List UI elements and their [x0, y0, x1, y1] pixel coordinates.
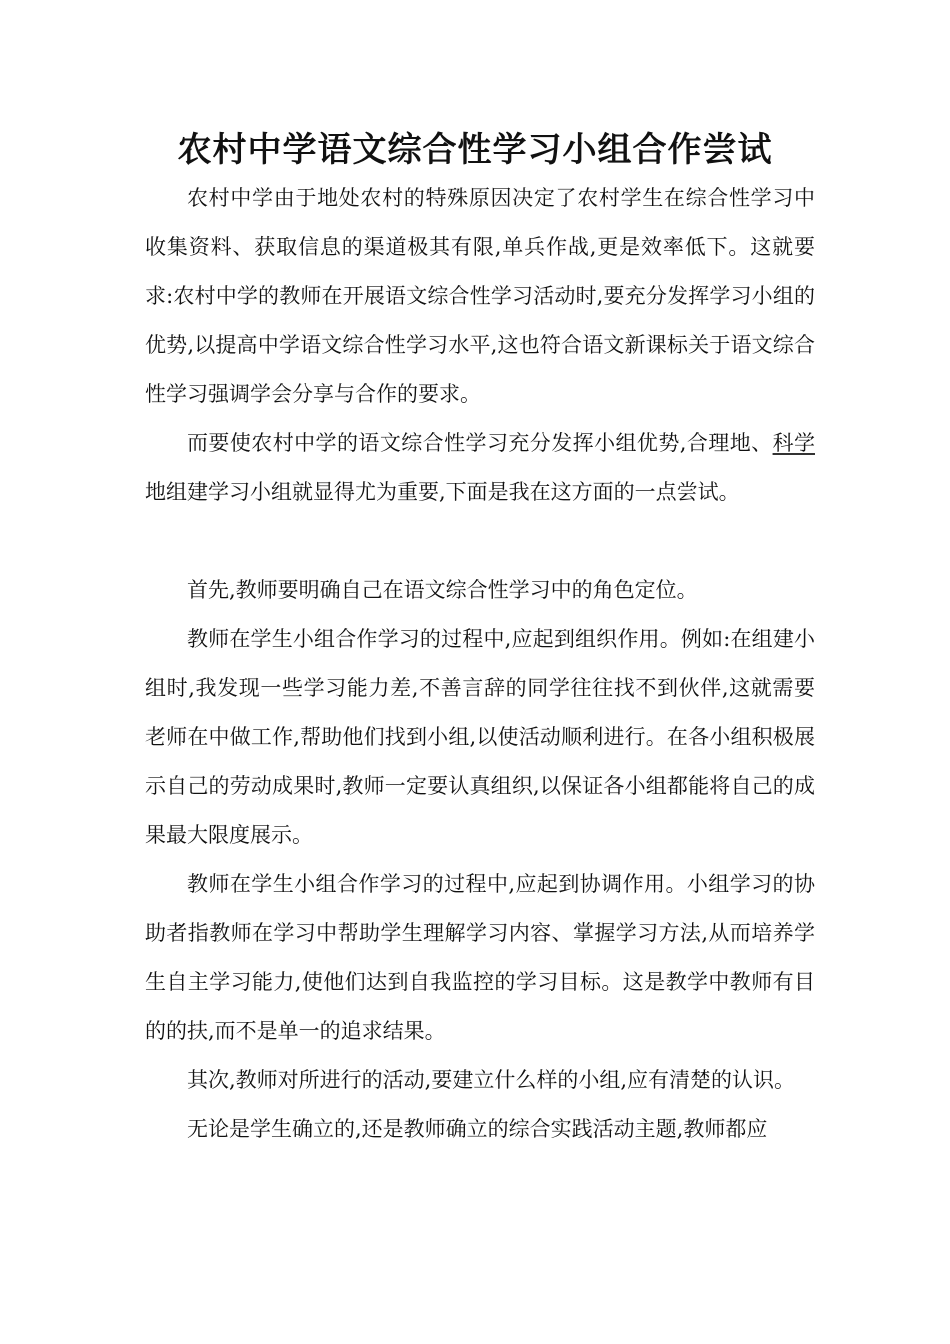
paragraph-approach-text-before: 而要使农村中学的语文综合性学习充分发挥小组优势,合理地、 — [187, 431, 773, 455]
document-title: 农村中学语文综合性学习小组合作尝试 — [177, 130, 773, 170]
paragraph-organizing-role: 教师在学生小组合作学习的过程中,应起到组织作用。例如:在组建小组时,我发现一些学习能力差,不善言辞的同学往往找不到伙伴,这就需要老师在中做工作,帮助他们找到小组,以使活动顺利进行。在各小组积极展示自己的劳动成果时,教师一定要认真组织,以保证各小组都能将自己的成果最大限度展示。 — [145, 627, 815, 847]
paragraph-activity-theme: 无论是学生确立的,还是教师确立的综合实践活动主题,教师都应 — [187, 1117, 768, 1141]
paragraph-approach — [145, 419, 815, 517]
paragraph-approach-text-after: 地组建学习小组就显得尤为重要,下面是我在这方面的一点尝试。 — [145, 480, 740, 504]
document-body — [145, 174, 815, 1154]
paragraph-first-point: 首先,教师要明确自己在语文综合性学习中的角色定位。 — [187, 578, 698, 602]
paragraph-second-point: 其次,教师对所进行的活动,要建立什么样的小组,应有清楚的认识。 — [187, 1068, 796, 1092]
science-link[interactable]: 科学 — [772, 431, 815, 455]
paragraph-intro: 农村中学由于地处农村的特殊原因决定了农村学生在综合性学习中收集资料、获取信息的渠道极其有限,单兵作战,更是效率低下。这就要求:农村中学的教师在开展语文综合性学习活动时,要充分发挥学习小组的优势,以提高中学语文综合性学习水平,这也符合语文新课标关于语文综合性学习强调学会分享与合作的要求。 — [145, 186, 815, 406]
paragraph-coordinating-role: 教师在学生小组合作学习的过程中,应起到协调作用。小组学习的协助者指教师在学习中帮助学生理解学习内容、掌握学习方法,从而培养学生自主学习能力,使他们达到自我监控的学习目标。这是教学中教师有目的的扶,而不是单一的追求结果。 — [145, 872, 815, 1043]
paragraph-gap — [145, 517, 815, 566]
